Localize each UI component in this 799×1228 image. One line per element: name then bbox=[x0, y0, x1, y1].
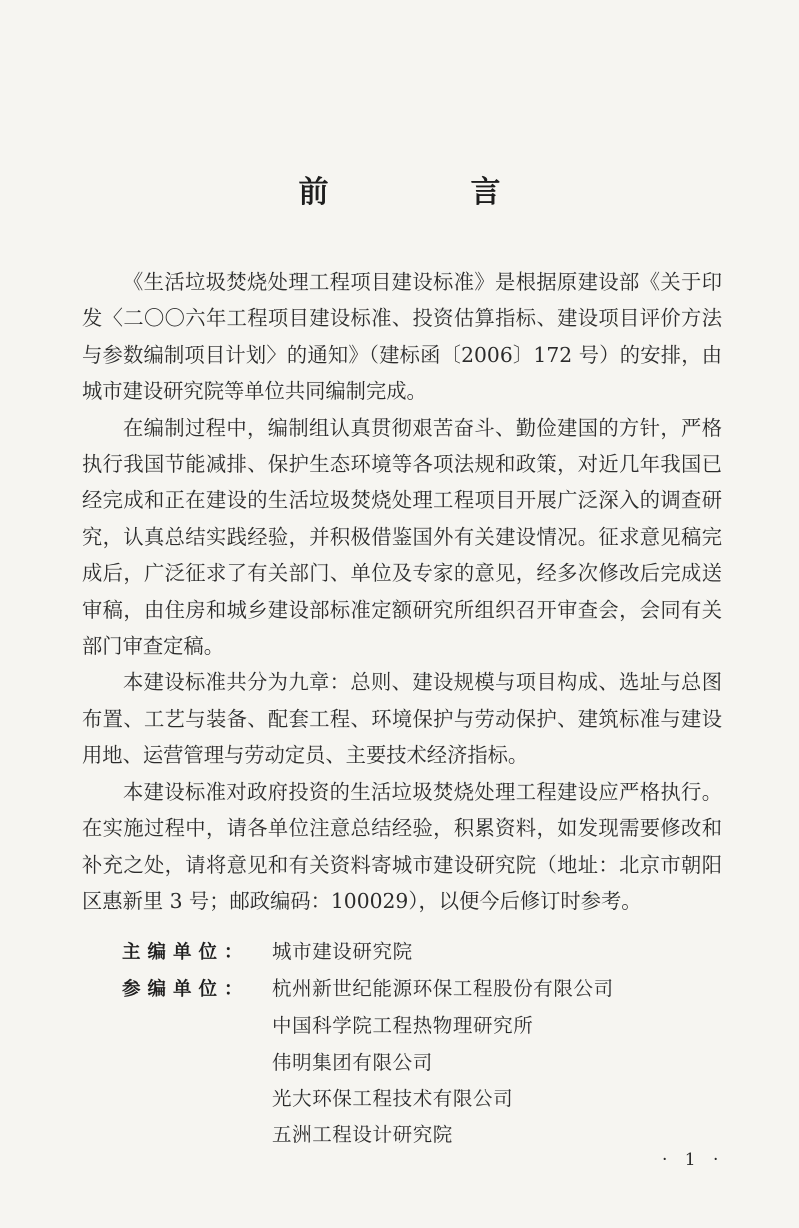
chief-unit-label: 主编单位： bbox=[122, 942, 250, 963]
paragraph-process: 在编制过程中，编制组认真贯彻艰苦奋斗、勤俭建国的方针，严格执行我国节能减排、保护生态环境等各项法规和政策，对近几年我国已经完成和正在建设的生活垃圾焚烧处理工程项目开展广泛深入的调查研究，认真总结实践经验，并积极借鉴国外有关建设情况。征求意见稿完成后，广泛征求了有关部门、单位及专家的意见，经多次修改后完成送审稿，由住房和城乡建设部标准定额研究所组织召开审查会，会同有关部门审查定稿。 bbox=[82, 415, 722, 659]
participating-unit-label: 参编单位： bbox=[122, 979, 250, 1001]
participating-unit-name: 中国科学院工程热物理研究所 bbox=[272, 1014, 534, 1038]
participating-unit-name: 伟明集团有限公司 bbox=[272, 1050, 433, 1074]
page-title: 前 言 bbox=[298, 175, 557, 210]
page-number: · 1 · bbox=[662, 1150, 725, 1170]
preface-body bbox=[82, 264, 722, 919]
participating-unit-row bbox=[82, 971, 722, 1008]
editing-units bbox=[82, 934, 722, 1153]
participating-unit-name: 杭州新世纪能源环保工程股份有限公司 bbox=[272, 977, 614, 1001]
paragraph-origin: 《生活垃圾焚烧处理工程项目建设标准》是根据原建设部《关于印发〈二〇〇六年工程项目建设标准、投资估算指标、建设项目评价方法与参数编制项目计划〉的通知》（建标函〔2006〕172 号）的安排，由城市建设研究院等单位共同编制完成。 bbox=[82, 270, 722, 404]
participating-unit-name: 光大环保工程技术有限公司 bbox=[272, 1086, 514, 1110]
paragraph-chapters: 本建设标准共分为九章：总则、建设规模与项目构成、选址与总图布置、工艺与装备、配套工程、环境保护与劳动保护、建筑标准与建设用地、运营管理与劳动定员、主要技术经济指标。 bbox=[82, 670, 722, 768]
paragraph-implementation: 本建设标准对政府投资的生活垃圾焚烧处理工程建设应严格执行。在实施过程中，请各单位注意总结经验，积累资料，如发现需要修改和补充之处，请将意见和有关资料寄城市建设研究院（地址：北京市朝阳区惠新里 3 号；邮政编码：100029），以便今后修订时参考。 bbox=[82, 779, 722, 913]
participating-unit-name: 五洲工程设计研究院 bbox=[272, 1123, 453, 1147]
chief-unit-row bbox=[82, 934, 722, 971]
chief-unit-name: 城市建设研究院 bbox=[272, 940, 413, 963]
